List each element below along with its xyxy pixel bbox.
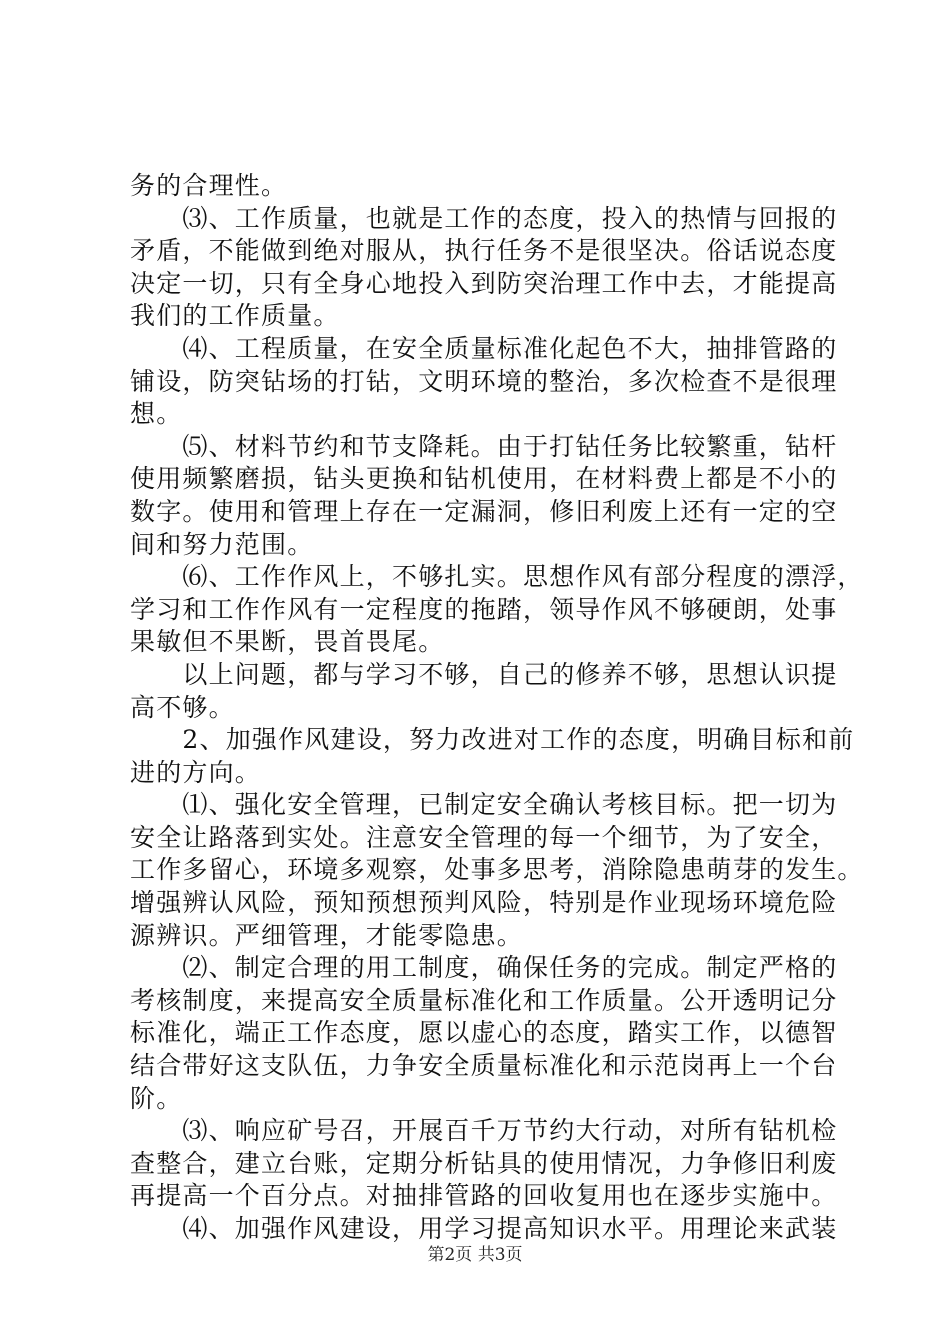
text-line: 考核制度，来提高安全质量标准化和工作质量。公开透明记分 — [130, 985, 838, 1015]
text-line: 结合带好这支队伍，力争安全质量标准化和示范岗再上一个台 — [130, 1051, 838, 1081]
text-line: ⑹、工作作风上，不够扎实。思想作风有部分程度的漂浮， — [130, 562, 864, 592]
text-line: 源辨识。严细管理，才能零隐患。 — [130, 920, 524, 950]
text-line: 学习和工作作风有一定程度的拖踏，领导作风不够硬朗，处事 — [130, 594, 838, 624]
text-line: ⑷、加强作风建设，用学习提高知识水平。用理论来武装 — [130, 1214, 838, 1243]
text-line: 高不够。 — [130, 692, 235, 722]
text-line: 使用频繁磨损，钻头更换和钻机使用，在材料费上都是不小的 — [130, 464, 838, 494]
text-line: 数字。使用和管理上存在一定漏洞，修旧利废上还有一定的空 — [130, 496, 838, 526]
body-text — [130, 170, 864, 1246]
text-line: ⑷、工程质量，在安全质量标准化起色不大，抽排管路的 — [130, 333, 838, 363]
text-line: 阶。 — [130, 1083, 183, 1113]
text-line: 查整合，建立台账，定期分析钻具的使用情况，力争修旧利废 — [130, 1148, 838, 1178]
text-line: 标准化，端正工作态度，愿以虚心的态度，踏实工作，以德智 — [130, 1018, 838, 1048]
text-line: 以上问题，都与学习不够，自己的修养不够，思想认识提 — [130, 659, 838, 689]
text-line: ⑴、强化安全管理，已制定安全确认考核目标。把一切为 — [130, 790, 838, 820]
text-line: 再提高一个百分点。对抽排管路的回收复用也在逐步实施中。 — [130, 1181, 838, 1211]
text-line: ⑵、制定合理的用工制度，确保任务的完成。制定严格的 — [130, 953, 838, 983]
text-line: 间和努力范围。 — [130, 529, 314, 559]
text-line: 工作多留心，环境多观察，处事多思考，消除隐患萌芽的发生。 — [130, 855, 864, 885]
page-number-footer: 第2页 共3页 — [427, 1245, 523, 1265]
text-line: 2、加强作风建设，努力改进对工作的态度，明确目标和前 — [130, 725, 855, 755]
text-line: 务的合理性。 — [130, 171, 288, 200]
text-line: 果敏但不果断，畏首畏尾。 — [130, 627, 445, 657]
text-line: 增强辨认风险，预知预想预判风险，特别是作业现场环境危险 — [130, 888, 838, 918]
text-line: ⑶、工作质量，也就是工作的态度，投入的热情与回报的 — [130, 203, 838, 233]
text-line: ⑸、材料节约和节支降耗。由于打钻任务比较繁重，钻杆 — [130, 431, 838, 461]
text-line: 进的方向。 — [130, 757, 262, 787]
text-line: 安全让路落到实处。注意安全管理的每一个细节，为了安全， — [130, 822, 838, 852]
text-line: 决定一切，只有全身心地投入到防突治理工作中去，才能提高 — [130, 268, 838, 298]
text-line: ⑶、响应矿号召，开展百千万节约大行动，对所有钻机检 — [130, 1116, 838, 1146]
text-line: 我们的工作质量。 — [130, 301, 340, 331]
text-line: 矛盾，不能做到绝对服从，执行任务不是很坚决。俗话说态度 — [130, 236, 838, 266]
text-line: 铺设，防突钻场的打钻，文明环境的整治，多次检查不是很理 — [130, 366, 838, 396]
text-line: 想。 — [130, 399, 183, 429]
